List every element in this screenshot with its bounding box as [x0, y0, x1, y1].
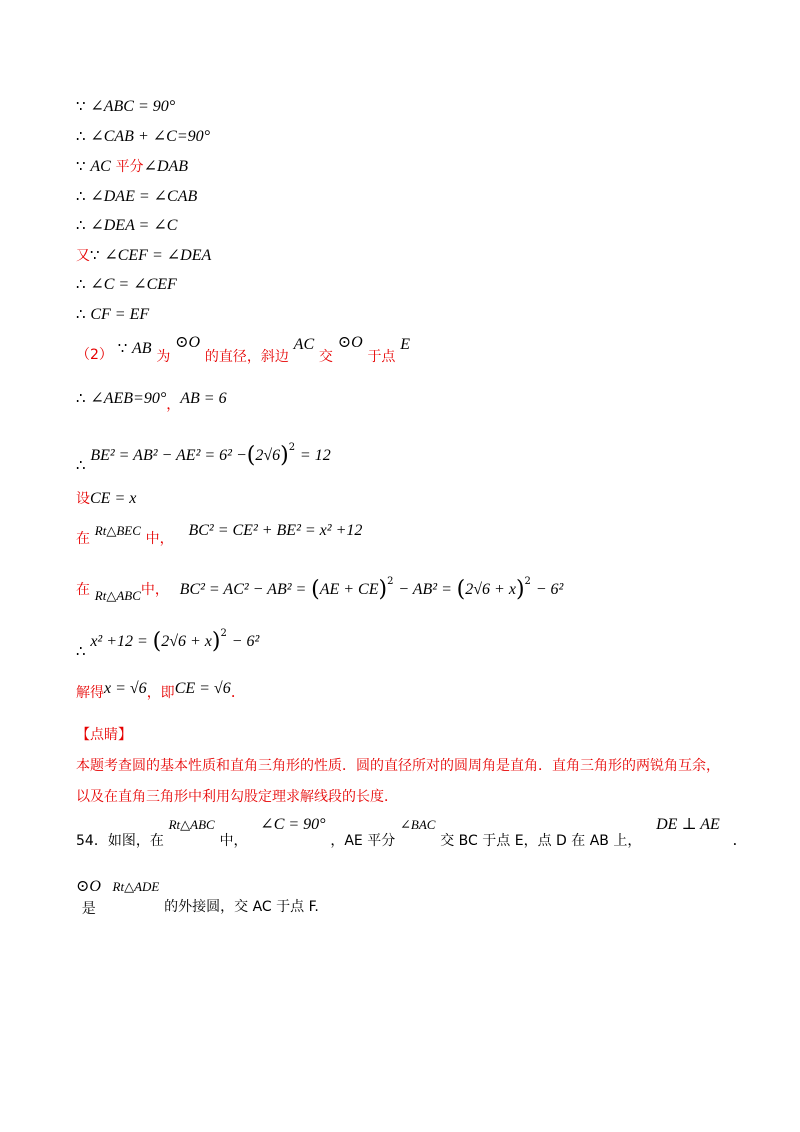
proof-line-8: ∴ CF = EF	[76, 305, 150, 323]
proof-line-1: ∵ ∠ABC = 90°	[76, 97, 176, 115]
proof-line-7: ∴ ∠C = ∠CEF	[76, 275, 177, 293]
proof-line-16: 解得x = √6，即CE = √6.	[76, 680, 236, 701]
proof-line-2: ∴ ∠CAB + ∠C=90°	[76, 127, 211, 145]
proof-line-5: ∴ ∠DEA = ∠C	[76, 216, 178, 234]
proof-line-14: 在 Rt△ABC中， $BC^2 = AC^2 - AB^2 = (AE + CE)^2 - AB^2 = (2√6 + x)^2 - 6^2$	[76, 576, 564, 603]
proof-line-6: 又∵ ∠CEF = ∠DEA	[76, 246, 212, 264]
proof-line-12: 设CE = x	[76, 490, 137, 507]
proof-line-4: ∴ ∠DAE = ∠CAB	[76, 187, 198, 205]
comment-text-2: 以及在直角三角形中利用勾股定理求解线段的长度．	[76, 789, 398, 805]
proof-line-11: ∴ $BE^2 = AB^2 - AE^2 = 6^2 -(2√6)^2 = 12$	[76, 442, 331, 474]
part-2-header: （2） ∵ AB 为 ⊙O 的直径，斜边 AC 交 ⊙O 于点 E	[76, 334, 410, 365]
problem-54-line-2: ⊙O 是 Rt△ADE 的外接圆，交 AC 于点 F.	[76, 878, 319, 917]
proof-line-3: ∵ AC 平分∠DAB	[76, 157, 189, 175]
comment-heading: 【点睛】	[76, 727, 132, 743]
proof-line-13: 在 Rt△BEC 中， BC² = CE² + BE² = x² +12	[76, 522, 363, 547]
problem-54-line-1: 54．如图，在 Rt△ABC 中， ∠C = 90° ，AE 平分 ∠BAC 交 BC 于点 E，点 D 在 AB 上， DE ⊥ AE .	[76, 816, 738, 849]
proof-line-10: ∴ ∠AEB=90°，AB = 6	[76, 389, 227, 413]
proof-line-15: ∴ $x^2 +12 = (2√6 + x)^2 - 6^2$	[76, 628, 260, 660]
comment-text-1: 本题考查圆的基本性质和直角三角形的性质．圆的直径所对的圆周角是直角．直角三角形的两锐角互余，	[76, 758, 720, 774]
